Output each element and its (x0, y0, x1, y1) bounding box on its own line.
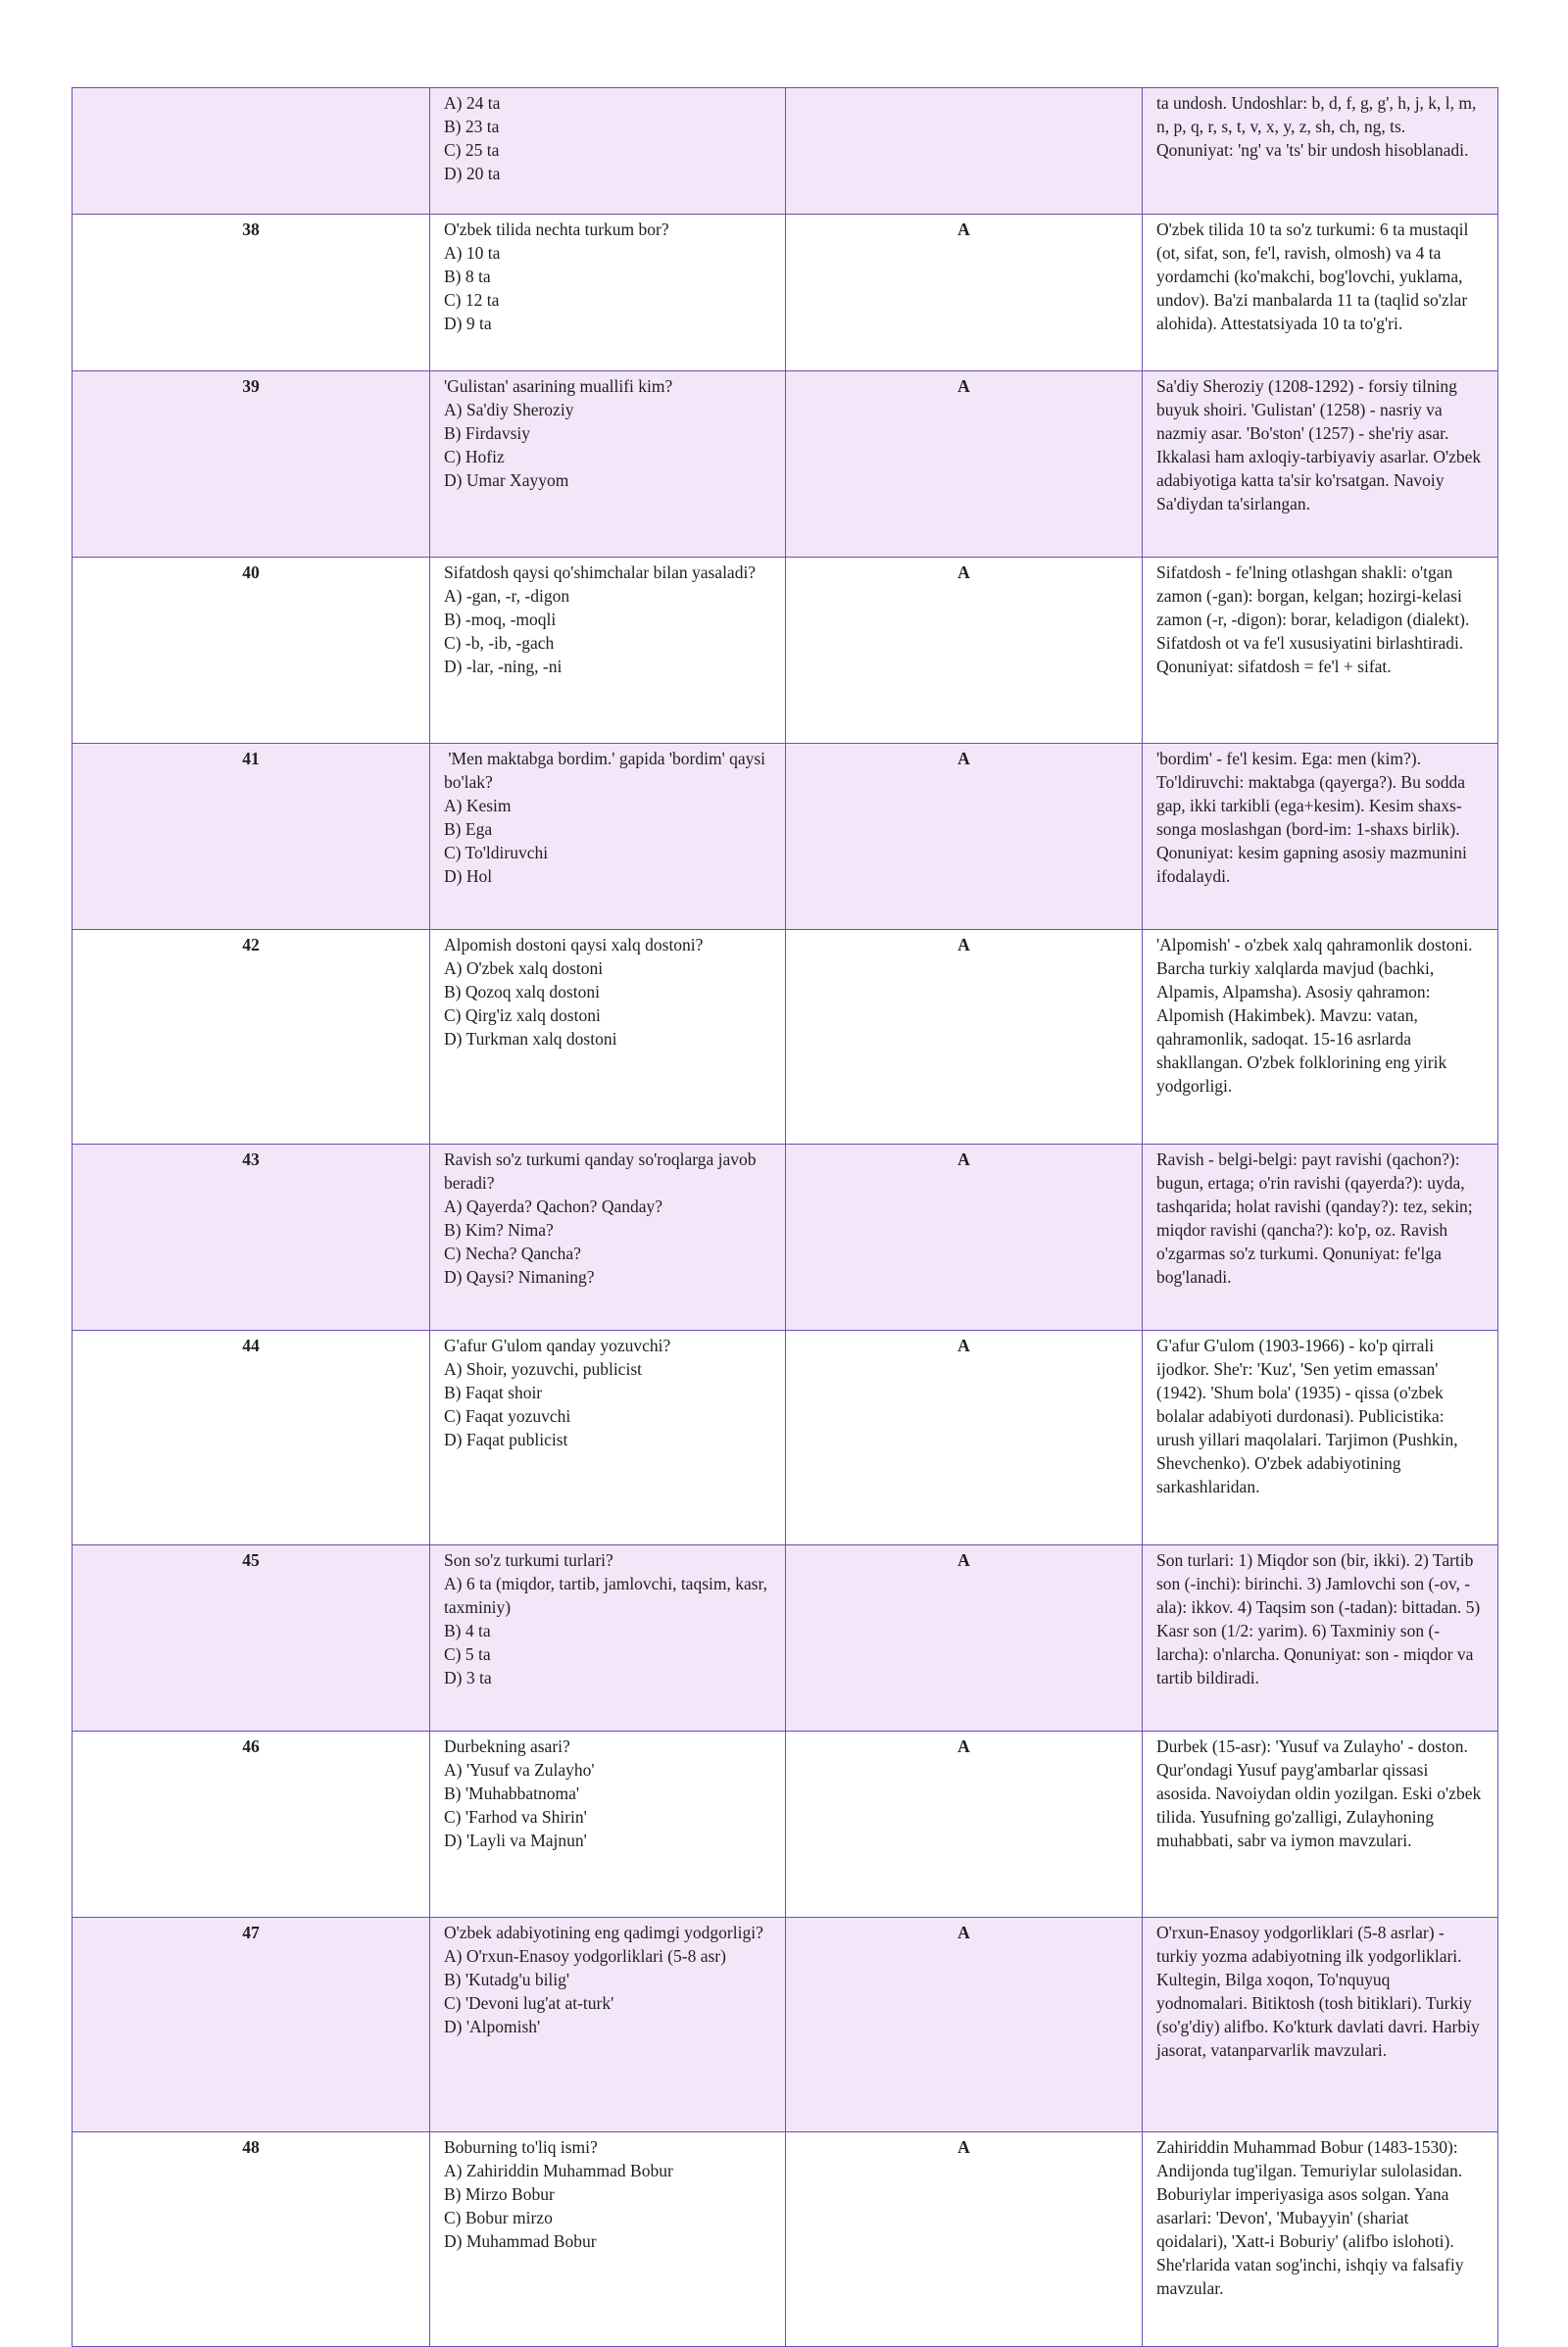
correct-answer: A (786, 2132, 1143, 2347)
question-cell (430, 930, 786, 1145)
answer-option: A) 'Yusuf va Zulayho' (444, 1760, 595, 1780)
explanation-cell: Sa'diy Sheroziy (1208-1292) - forsiy tilning buyuk shoiri. 'Gulistan' (1258) - nasriy va nazmiy asar. 'Bo'ston' (1257) - she'riy asar. Ikkalasi ham axloqiy-tarbiyaviy asarlar. O'zbek adabiyotiga katta ta'sir ko'rsatgan. Navoiy Sa'diydan ta'sirlangan. (1143, 371, 1498, 558)
question-text: Alpomish dostoni qaysi xalq dostoni? (444, 935, 704, 954)
answer-option: C) 12 ta (444, 290, 500, 310)
explanation-cell: G'afur G'ulom (1903-1966) - ko'p qirrali ijodkor. She'r: 'Kuz', 'Sen yetim emassan' (1942). 'Shum bola' (1935) - qissa (o'zbek bolalar adabiyoti durdonasi). Publicistika: urush yillari maqolalari. Tarjimon (Pushkin, Shevchenko). O'zbek adabiyotining sarkashlaridan. (1143, 1331, 1498, 1545)
table-row (73, 744, 1498, 930)
answer-option: C) Hofiz (444, 447, 505, 466)
question-text: Boburning to'liq ismi? (444, 2137, 598, 2157)
question-number (73, 88, 430, 215)
question-text: Son so'z turkumi turlari? (444, 1550, 613, 1570)
answer-option: C) Qirg'iz xalq dostoni (444, 1005, 601, 1025)
answer-option: A) Kesim (444, 796, 512, 815)
answer-option: B) -moq, -moqli (444, 610, 557, 629)
answer-option: A) Zahiriddin Muhammad Bobur (444, 2161, 673, 2180)
question-cell (430, 215, 786, 371)
answer-option: A) 24 ta (444, 93, 501, 113)
answer-option: C) Necha? Qancha? (444, 1244, 581, 1263)
correct-answer: A (786, 1918, 1143, 2132)
table-row (73, 1732, 1498, 1918)
question-cell (430, 744, 786, 930)
question-number: 45 (73, 1545, 430, 1732)
answer-option: A) O'rxun-Enasoy yodgorliklari (5-8 asr) (444, 1946, 726, 1966)
question-text: 'Men maktabga bordim.' gapida 'bordim' qaysi bo'lak? (444, 749, 770, 792)
question-text: Ravish so'z turkumi qanday so'roqlarga javob beradi? (444, 1149, 760, 1193)
question-number: 42 (73, 930, 430, 1145)
table-row (73, 1145, 1498, 1331)
table-row (73, 88, 1498, 215)
answer-option: B) Faqat shoir (444, 1383, 543, 1402)
correct-answer: A (786, 371, 1143, 558)
correct-answer: A (786, 215, 1143, 371)
explanation-cell: Durbek (15-asr): 'Yusuf va Zulayho' - doston. Qur'ondagi Yusuf payg'ambarlar qissasi asosida. Navoiydan oldin yozilgan. Eski o'zbek tilida. Yusufning go'zalligi, Zulayhoning muhabbati, sabr va iymon mavzulari. (1143, 1732, 1498, 1918)
answer-option: B) 23 ta (444, 117, 500, 136)
explanation-cell: ta undosh. Undoshlar: b, d, f, g, g', h, j, k, l, m, n, p, q, r, s, t, v, x, y, z, sh, ch, ng, ts. Qonuniyat: 'ng' va 'ts' bir undosh hisoblanadi. (1143, 88, 1498, 215)
question-cell (430, 1732, 786, 1918)
answer-option: D) Turkman xalq dostoni (444, 1029, 617, 1049)
answer-option: B) 'Kutadg'u bilig' (444, 1970, 570, 1989)
answer-option: B) Kim? Nima? (444, 1220, 554, 1240)
question-cell (430, 558, 786, 744)
explanation-cell: Sifatdosh - fe'lning otlashgan shakli: o'tgan zamon (-gan): borgan, kelgan; hozirgi-kelasi zamon (-r, -digon): borar, keladigon (dialekt). Sifatdosh ot va fe'l xususiyatini birlashtiradi. Qonuniyat: sifatdosh = fe'l + sifat. (1143, 558, 1498, 744)
table-row (73, 1331, 1498, 1545)
correct-answer: A (786, 930, 1143, 1145)
correct-answer (786, 88, 1143, 215)
answer-option: B) Qozoq xalq dostoni (444, 982, 600, 1002)
answer-option: A) 10 ta (444, 243, 501, 263)
explanation-cell: Zahiriddin Muhammad Bobur (1483-1530): Andijonda tug'ilgan. Temuriylar sulolasidan. Boburiylar imperiyasiga asos solgan. Yana asarlari: 'Devon', 'Mubayyin' (shariat qoidalari), 'Xatt-i Boburiy' (alifbo islohoti). She'rlarida vatan sog'inchi, ishqiy va falsafiy mavzular. (1143, 2132, 1498, 2347)
answer-option: D) -lar, -ning, -ni (444, 657, 563, 676)
question-text: Durbekning asari? (444, 1736, 570, 1756)
answer-option: D) Muhammad Bobur (444, 2231, 597, 2251)
answer-option: A) Shoir, yozuvchi, publicist (444, 1359, 642, 1379)
question-number: 39 (73, 371, 430, 558)
answer-option: D) Faqat publicist (444, 1430, 568, 1449)
answer-option: C) To'ldiruvchi (444, 843, 549, 862)
answer-option: C) -b, -ib, -gach (444, 633, 555, 653)
answer-option: A) Sa'diy Sheroziy (444, 400, 574, 419)
explanation-cell: 'bordim' - fe'l kesim. Ega: men (kim?). To'ldiruvchi: maktabga (qayerga?). Bu sodda gap, ikki tarkibli (ega+kesim). Kesim shaxs-songa moslashgan (bord-im: 1-shaxs birlik). Qonuniyat: kesim gapning asosiy mazmunini ifodalaydi. (1143, 744, 1498, 930)
answer-option: A) O'zbek xalq dostoni (444, 958, 604, 978)
correct-answer: A (786, 744, 1143, 930)
question-cell (430, 371, 786, 558)
question-cell (430, 1545, 786, 1732)
answer-option: B) Ega (444, 819, 493, 839)
answer-option: C) 5 ta (444, 1644, 491, 1664)
question-answer-table (72, 87, 1498, 2347)
answer-option: D) 9 ta (444, 314, 492, 333)
correct-answer: A (786, 1145, 1143, 1331)
question-cell (430, 1145, 786, 1331)
question-cell (430, 1918, 786, 2132)
answer-option: D) Umar Xayyom (444, 470, 569, 490)
question-text: 'Gulistan' asarining muallifi kim? (444, 376, 673, 396)
table-row (73, 558, 1498, 744)
answer-option: C) Faqat yozuvchi (444, 1406, 571, 1426)
explanation-cell: 'Alpomish' - o'zbek xalq qahramonlik dostoni. Barcha turkiy xalqlarda mavjud (bachki, Alpamis, Alpamsha). Asosiy qahramon: Alpomish (Hakimbek). Mavzu: vatan, qahramonlik, sadoqat. 15-16 asrlarda shakllangan. O'zbek folklorining eng yirik yodgorligi. (1143, 930, 1498, 1145)
table-row (73, 2132, 1498, 2347)
answer-option: C) Bobur mirzo (444, 2208, 553, 2227)
correct-answer: A (786, 1545, 1143, 1732)
question-text: O'zbek adabiyotining eng qadimgi yodgorligi? (444, 1923, 763, 1942)
question-text: G'afur G'ulom qanday yozuvchi? (444, 1336, 671, 1355)
explanation-cell: O'rxun-Enasoy yodgorliklari (5-8 asrlar) - turkiy yozma adabiyotning ilk yodgorliklari. Kultegin, Bilga xoqon, To'nquyuq yodnomalari. Bitiktosh (tosh bitiklari). Turkiy (so'g'diy) alifbo. Ko'kturk davlati davri. Harbiy jasorat, vatanparvarlik mavzulari. (1143, 1918, 1498, 2132)
answer-option: B) 8 ta (444, 267, 491, 286)
question-number: 43 (73, 1145, 430, 1331)
question-cell (430, 1331, 786, 1545)
question-number: 46 (73, 1732, 430, 1918)
explanation-cell: Son turlari: 1) Miqdor son (bir, ikki). 2) Tartib son (-inchi): birinchi. 3) Jamlovchi son (-ov, -ala): ikkov. 4) Taqsim son (-tadan): bittadan. 5) Kasr son (1/2: yarim). 6) Taxminiy son (-larcha): o'nlarcha. Qonuniyat: son - miqdor va tartib bildiradi. (1143, 1545, 1498, 1732)
table-row (73, 1918, 1498, 2132)
correct-answer: A (786, 1331, 1143, 1545)
question-number: 38 (73, 215, 430, 371)
answer-option: D) Hol (444, 866, 493, 886)
answer-option: B) Firdavsiy (444, 423, 530, 443)
table-row (73, 371, 1498, 558)
table-row (73, 1545, 1498, 1732)
answer-option: D) 'Layli va Majnun' (444, 1831, 587, 1850)
answer-option: D) 'Alpomish' (444, 2017, 541, 2036)
table-body (73, 88, 1498, 2347)
answer-option: D) 3 ta (444, 1668, 492, 1687)
answer-option: B) Mirzo Bobur (444, 2184, 555, 2204)
answer-option: B) 'Muhabbatnoma' (444, 1784, 580, 1803)
question-text: Sifatdosh qaysi qo'shimchalar bilan yasaladi? (444, 562, 757, 582)
question-number: 47 (73, 1918, 430, 2132)
correct-answer: A (786, 1732, 1143, 1918)
answer-option: A) 6 ta (miqdor, tartib, jamlovchi, taqsim, kasr, taxminiy) (444, 1574, 772, 1617)
explanation-cell: O'zbek tilida 10 ta so'z turkumi: 6 ta mustaqil (ot, sifat, son, fe'l, ravish, olmosh) va 4 ta yordamchi (ko'makchi, bog'lovchi, yuklama, undov). Ba'zi manbalarda 11 ta (taqlid so'zlar alohida). Attestatsiyada 10 ta to'g'ri. (1143, 215, 1498, 371)
question-cell (430, 2132, 786, 2347)
question-number: 48 (73, 2132, 430, 2347)
question-number: 41 (73, 744, 430, 930)
answer-option: B) 4 ta (444, 1621, 491, 1640)
answer-option: D) 20 ta (444, 164, 501, 183)
question-number: 40 (73, 558, 430, 744)
answer-option: C) 25 ta (444, 140, 500, 160)
answer-option: D) Qaysi? Nimaning? (444, 1267, 595, 1287)
question-text: O'zbek tilida nechta turkum bor? (444, 220, 669, 239)
table-row (73, 930, 1498, 1145)
question-cell (430, 88, 786, 215)
explanation-cell: Ravish - belgi-belgi: payt ravishi (qachon?): bugun, ertaga; o'rin ravishi (qayerda?): uyda, tashqarida; holat ravishi (qanday?): tez, sekin; miqdor ravishi (qancha?): ko'p, oz. Ravish o'zgarmas so'z turkumi. Qonuniyat: fe'lga bog'lanadi. (1143, 1145, 1498, 1331)
answer-option: C) 'Farhod va Shirin' (444, 1807, 587, 1827)
question-number: 44 (73, 1331, 430, 1545)
correct-answer: A (786, 558, 1143, 744)
table-row (73, 215, 1498, 371)
answer-option: A) Qayerda? Qachon? Qanday? (444, 1197, 663, 1216)
answer-option: A) -gan, -r, -digon (444, 586, 570, 606)
answer-option: C) 'Devoni lug'at at-turk' (444, 1993, 614, 2013)
